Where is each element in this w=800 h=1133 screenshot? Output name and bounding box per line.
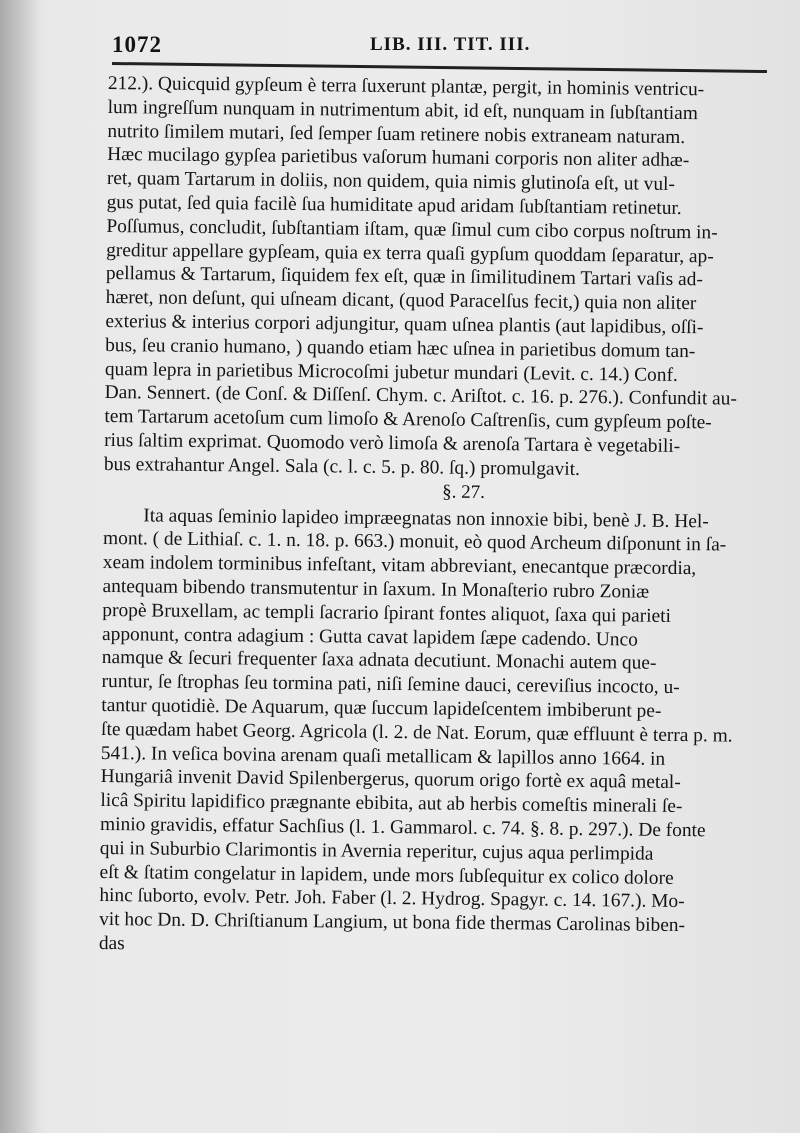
text-line: 212.). Quicquid gypſeum è terra ſuxerunt plantæ, pergit, in hominis ventricu- [107,72,705,101]
text-line: apponunt, contra adagium : Gutta cavat lapidem ſæpe cadendo. Unco [102,623,638,651]
text-line: antequam bibendo transmutentur in ſaxum. In Monaſterio rubro Zoniæ [102,575,650,603]
text-line: gus putat, ſed quia facilè ſua humiditate apud aridam ſubſtantiam retinetur. [106,191,682,219]
text-line: minio gravidis, effatur Sachſius (l. 1. Gammarol. c. 74. §. 8. p. 297.). De fonte [100,813,706,842]
text-line: Ita aquas ſeminio lapideo impræegnatas non innoxie bibi, benè J. B. Hel- [143,504,709,532]
section-number: §. 27. [442,481,486,503]
text-line: ſte quædam habet Georg. Agricola (l. 2. de Nat. Eorum, quæ effluunt è terra p. m. [101,718,733,747]
text-line: Hæc mucilago gypſea parietibus vaſorum humani corporis non aliter adhæ- [107,144,690,172]
text-line: quam lepra in parietibus Microcoſmi jubetur mundari (Levit. c. 14.) Conf. [104,358,678,386]
text-line: rius ſaltim exprimat. Quomodo verò limoſa & arenoſa Tartara è vegetabili- [104,429,681,457]
gutter-shadow [0,0,40,1133]
text-line: mont. ( de Lithiaſ. c. 1. n. 18. p. 663.) monuit, eò quod Archeum diſponunt in ſa- [103,528,727,556]
text-line: 541.). In veſica bovina arenam quaſi metallicam & lapillos anno 1664. in [100,742,666,770]
text-line: vit hoc Dn. D. Chriſtianum Langium, ut bona fide thermas Carolinas biben- [99,909,686,937]
text-line: exterius & interius corpori adjungitur, quam uſnea plantis (aut lapidibus, oſſi- [105,310,704,339]
text-line: greditur appellare gypſeam, quia ex terra quaſi gypſum quoddam ſeparatur, ap- [106,239,714,267]
text-line: xeam indolem torminibus infeſtant, vitam abbreviant, enecantque præcordia, [102,552,697,580]
text-line: das [98,932,125,955]
text-line: hinc ſuborto, evolv. Petr. Joh. Faber (l. 2. Hydrog. Spagyr. c. 14. 167.). Mo- [99,885,685,913]
text-line: ret, quam Tartarum in doliis, non quidem, quia nimis glutinoſa eſt, ut vul- [106,168,676,196]
text-line: eſt & ſtatim congelatur in lapidem, unde mors ſubſequitur ex colico dolore [99,861,674,889]
text-line: tem Tartarum acetoſum cum limoſo & Arenoſo Caſtrenſis, cum gypſeum poſte- [104,406,712,434]
text-line: nutrito ſimilem mutari, ſed ſemper ſuam retinere nobis extraneam naturam. [107,120,686,148]
text-line: namque & ſecuri frequenter ſaxa adnata decutiunt. Monachi autem que- [101,647,657,675]
page-number: 1072 [112,32,162,57]
paragraph-1 [104,72,768,483]
text-line: Hungariâ invenit David Spilenbergerus, quorum origo fortè ex aquâ metal- [100,766,681,794]
text-line: bus, ſeu cranio humano, ) quando etiam hæc uſnea in parietibus domum tan- [105,334,696,362]
paragraph-2 [99,504,764,963]
text-line: bus extrahantur Angel. Sala (c. l. c. 5. p. 80. ſq.) promulgavit. [103,453,581,480]
running-title: LIB. III. TIT. III. [370,34,531,55]
running-head [112,28,752,58]
text-line: Dan. Sennert. (de Conſ. & Diſſenſ. Chym. c. Ariſtot. c. 16. p. 276.). Confundit au- [104,382,737,410]
text-line: hæret, non deſunt, qui uſneam dicant, (quod Paracelſus fecit,) quia non aliter [105,287,697,315]
text-line: lum ingreſſum nunquam in nutrimentum abit, id eſt, nunquam in ſubſtantiam [107,96,698,124]
body-text [99,72,768,963]
text-line: qui in Suburbio Clarimontis in Avernia reperitur, cujus aqua perlimpida [99,837,654,865]
text-line: licâ Spiritu lapidifico prægnante ebibita, aut ab herbis comeſtis minerali ſe- [100,790,683,818]
text-line: runtur, ſe ſtrophas ſeu tormina pati, niſi ſemine dauci, cereviſius incocto, u- [101,671,680,699]
text-line: propè Bruxellam, ac templi ſacrario ſpirant fontes aliquot, ſaxa qui parieti [102,599,672,627]
text-line: tantur quotidiè. De Aquarum, quæ ſuccum lapideſcentem imbiberunt pe- [101,694,662,722]
text-line: Poſſumus, concludit, ſubſtantiam iſtam, quæ ſimul cum cibo corpus noſtrum in- [106,215,718,244]
text-line: pellamus & Tartarum, ſiquidem fex eſt, quæ in ſimilitudinem Tartari vaſis ad- [105,263,703,291]
header-rule [112,62,767,73]
